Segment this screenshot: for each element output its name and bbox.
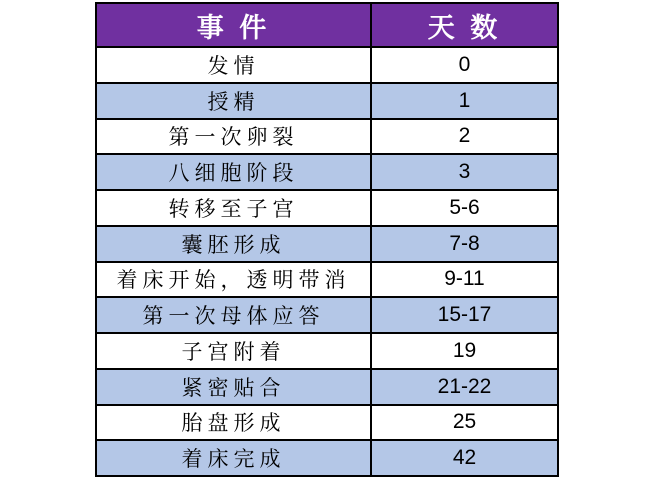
days-cell: 1 [371,83,558,119]
event-cell: 八细胞阶段 [96,154,371,190]
table-row [96,47,558,83]
days-cell: 3 [371,154,558,190]
event-cell: 第一次卵裂 [96,119,371,155]
event-cell: 转移至子宫 [96,190,371,226]
table-row [96,262,558,298]
event-cell: 紧密贴合 [96,369,371,405]
table-row [96,226,558,262]
days-cell: 0 [371,47,558,83]
event-cell: 授精 [96,83,371,119]
header-days-column: 天 数 [371,3,558,47]
table-row [96,154,558,190]
table-row [96,83,558,119]
header-row [96,3,558,47]
event-cell: 子宫附着 [96,333,371,369]
days-cell: 7-8 [371,226,558,262]
table-header [96,3,558,47]
table-row [96,119,558,155]
days-cell: 15-17 [371,297,558,333]
event-cell: 着床开始，透明带消 [96,262,371,298]
event-cell: 着床完成 [96,440,371,476]
table-row [96,440,558,476]
table-row [96,405,558,441]
table-row [96,190,558,226]
event-cell: 胎盘形成 [96,405,371,441]
days-cell: 9-11 [371,262,558,298]
event-cell: 第一次母体应答 [96,297,371,333]
table-body [96,47,558,476]
event-cell: 囊胚形成 [96,226,371,262]
days-cell: 25 [371,405,558,441]
embryo-development-table [95,2,559,477]
header-event-column: 事 件 [96,3,371,47]
days-cell: 42 [371,440,558,476]
days-cell: 21-22 [371,369,558,405]
days-cell: 5-6 [371,190,558,226]
table-row [96,369,558,405]
days-cell: 19 [371,333,558,369]
table-row [96,333,558,369]
days-cell: 2 [371,119,558,155]
table-row [96,297,558,333]
event-cell: 发情 [96,47,371,83]
